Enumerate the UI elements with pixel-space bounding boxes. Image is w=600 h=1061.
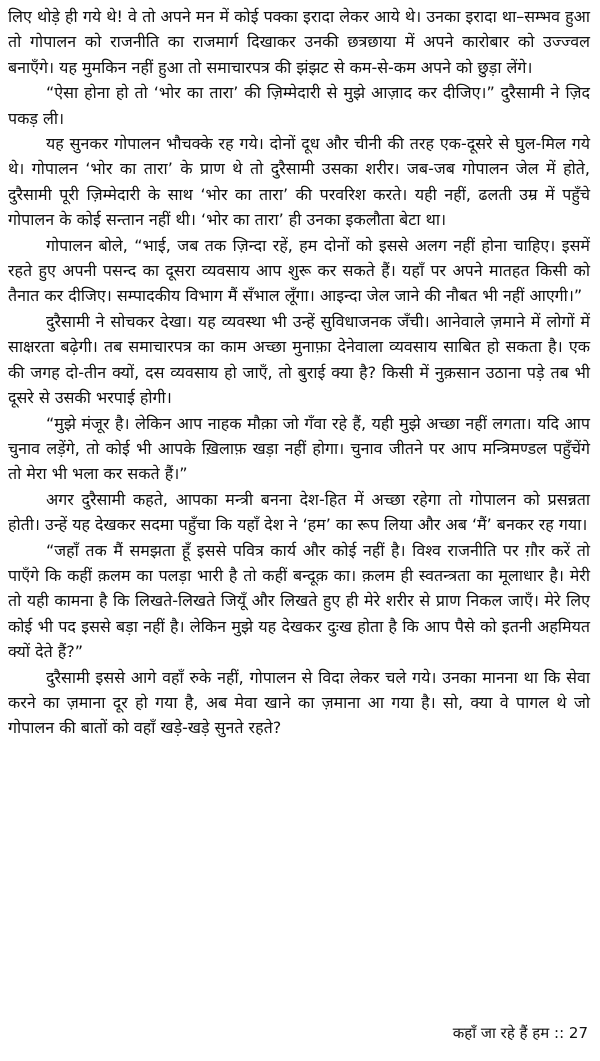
paragraph: अगर दुरैसामी कहते, आपका मन्त्री बनना देश-हित में अच्छा रहेगा तो गोपालन को प्रसन्नता होती। उन्हें यह देखकर सदमा पहुँचा कि यहाँ देश ने ‘हम’ का रूप लिया और अब ‘मैं’ बनकर रह गया। [8,489,590,535]
page-footer [453,1023,588,1043]
paragraph: यह सुनकर गोपालन भौचक्के रह गये। दोनों दूध और चीनी की तरह एक-दूसरे से घुल-मिल गये थे। गोपालन ‘भोर का तारा’ के प्राण थे तो दुरैसामी उसका शरीर। जब-जब गोपालन जेल में होते, दुरैसामी पूरी ज़िम्मेदारी के साथ ‘भोर का तारा’ की परवरिश करते। यही नहीं, ढलती उम्र में पहुँचे गोपालन के कोई सन्तान नहीं थी। ‘भोर का तारा’ ही उनका इकलौता बेटा था। [8,134,590,230]
paragraph: “ऐसा होना हो तो ‘भोर का तारा’ की ज़िम्मेदारी से मुझे आज़ाद कर दीजिए।” दुरैसामी ने ज़िद पकड़ ली। [8,83,590,128]
page-number: 27 [568,1024,588,1042]
paragraph: “मुझे मंजूर है। लेकिन आप नाहक मौक़ा जो गँवा रहे हैं, यही मुझे अच्छा नहीं लगता। यदि आप चुनाव लड़ेंगे, तो कोई भी आपके ख़िलाफ़ खड़ा नहीं होगा। चुनाव जीतने पर आप मन्त्रिमण्डल पहुँचेंगे तो मेरा भी भला कर सकते हैं।” [8,413,590,484]
footer-separator: :: [554,1024,565,1042]
paragraph: “जहाँ तक मैं समझता हूँ इससे पवित्र कार्य और कोई नहीं है। विश्व राजनीति पर ग़ौर करें तो पाएँगे कि कहीं क़लम का पलड़ा भारी है तो कहीं बन्दूक़ का। क़लम ही स्वतन्त्रता का मूलाधार है। मेरी तो यही कामना है कि लिखते-लिखते जियूँ और लिखते हुए ही मेरे शरीर से प्राण निकल जाएँ। मेरे लिए कोई भी पद इससे बड़ा नहीं है। लेकिन मुझे यह देखकर दुःख होता है कि आप पैसे को इतनी अहमियत क्यों देते हैं?” [8,540,590,662]
running-title: कहाँ जा रहे हैं हम [452,1024,550,1042]
paragraph: दुरैसामी इससे आगे वहाँ रुके नहीं, गोपालन से विदा लेकर चले गये। उनका मानना था कि सेवा करने का ज़माना दूर हो गया है, अब मेवा खाने का ज़माना आ गया है। सो, क्या वे पागल थे जो गोपालन की बातों को वहाँ खड़े-खड़े सुनते रहते? [8,667,590,738]
paragraph-continuation: लिए थोड़े ही गये थे! वे तो अपने मन में कोई पक्का इरादा लेकर आये थे। उनका इरादा था–सम्भव हुआ तो गोपालन को राजनीति का राजमार्ग दिखाकर उनकी छत्रछाया में अपने कारोबार को उज्ज्वल बनाएँगे। यह मुमकिन नहीं हुआ तो समाचारपत्र की झंझट से कम-से-कम अपने को छुड़ा लेंगे। [8,7,590,77]
paragraph: गोपालन बोले, “भाई, जब तक ज़िन्दा रहें, हम दोनों को इससे अलग नहीं होना चाहिए। इसमें रहते हुए अपनी पसन्द का दूसरा व्यवसाय आप शुरू कर सकते हैं। यहाँ पर अपने मातहत किसी को तैनात कर दीजिए। सम्पादकीय विभाग मैं सँभाल लूँगा। आइन्दा जेल जाने की नौबत भी नहीं आएगी।” [8,235,590,306]
paragraph: दुरैसामी ने सोचकर देखा। यह व्यवस्था भी उन्हें सुविधाजनक जँची। आनेवाले ज़माने में लोगों में साक्षरता बढ़ेगी। तब समाचारपत्र का काम अच्छा मुनाफ़ा देनेवाला व्यवसाय साबित हो सकता है। एक की जगह दो-तीन क्यों, दस व्यवसाय हो जाएँ, तो बुराई क्या है? किसी में नुक़सान उठाना पड़े तब भी दूसरे से उसकी भरपाई होगी। [8,311,590,408]
